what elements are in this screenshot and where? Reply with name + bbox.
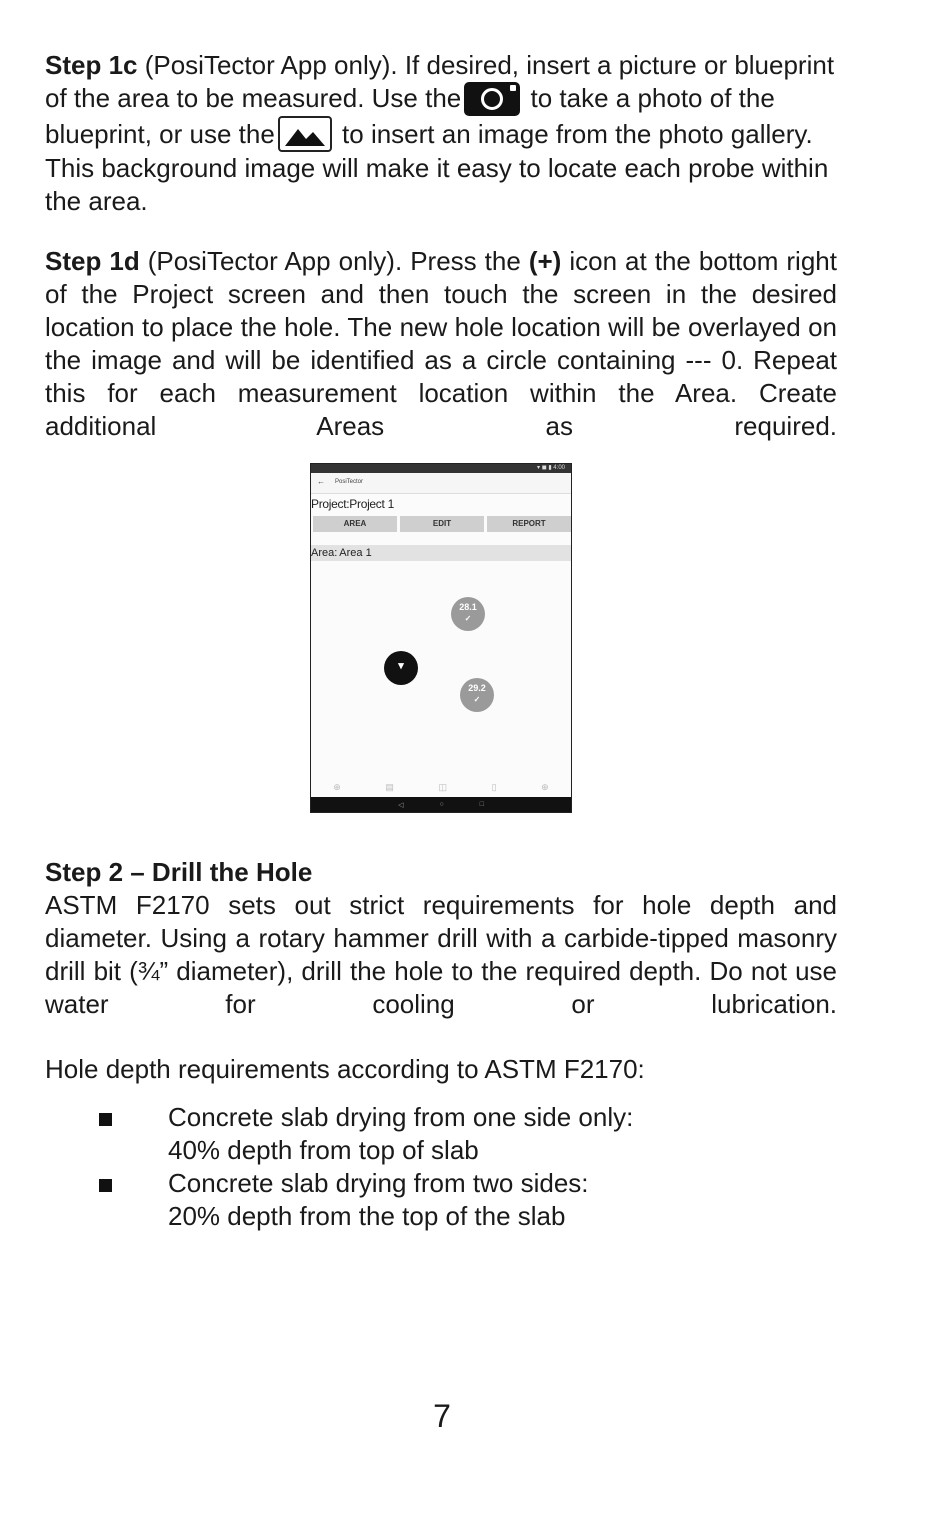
area-label: Area:	[311, 547, 338, 559]
hole-value: 29.2	[468, 683, 486, 693]
android-nav-bar	[311, 797, 571, 812]
toolbar-icon[interactable]: ⊕	[333, 781, 341, 792]
step-1c-paragraph	[45, 49, 837, 218]
square-bullet-icon	[99, 1113, 112, 1126]
bullet-text	[168, 1167, 589, 1233]
square-bullet-icon	[99, 1179, 112, 1192]
status-icons: ▾ ◼ ▮ 4:00	[537, 465, 565, 471]
check-icon: ✓	[464, 614, 472, 623]
step-1c-label: Step 1c	[45, 50, 138, 80]
area-row	[311, 545, 571, 561]
check-icon: ✓	[473, 695, 481, 704]
back-arrow-icon[interactable]: ←	[317, 477, 325, 486]
camera-icon	[464, 82, 520, 116]
toolbar-icon[interactable]: ◫	[438, 781, 448, 792]
bullet-line-2: 40% depth from top of slab	[168, 1135, 479, 1165]
gallery-icon	[278, 116, 332, 152]
step-1d-text-2: icon at the bottom right of the Project screen and then touch the screen in the desired location to place the hole. The new hole location will be overlayed on the image and will be identified as a circle containing --- 0. Repeat this for each measurement location within the Area. Create additional Areas as required.	[45, 246, 837, 441]
step-2-heading-text: Step 2 – Drill the Hole	[45, 857, 313, 887]
app-bar	[311, 473, 571, 494]
area-value: Area 1	[339, 547, 372, 559]
status-bar	[311, 464, 571, 473]
nav-home-icon[interactable]: ○	[439, 801, 444, 808]
app-title: PosiTector	[335, 479, 364, 485]
project-row	[311, 497, 394, 511]
hole-marker-new[interactable]	[384, 651, 418, 685]
tab-report[interactable]: REPORT	[487, 516, 571, 532]
step-1d-paragraph	[45, 245, 837, 476]
bullet-line-2: 20% depth from the top of the slab	[168, 1201, 566, 1231]
hole-value: 28.1	[459, 602, 477, 612]
nav-recents-icon[interactable]: □	[479, 801, 484, 808]
step-2-heading	[45, 856, 837, 889]
toolbar-icon[interactable]: ▯	[491, 781, 497, 792]
bullet-line-1: Concrete slab drying from two sides:	[168, 1168, 589, 1198]
bottom-toolbar	[311, 778, 571, 796]
project-tabs	[313, 516, 571, 532]
step-1d-label: Step 1d	[45, 246, 140, 276]
add-hole-icon[interactable]: ⊕	[541, 781, 549, 792]
app-screenshot	[310, 463, 572, 813]
plus-symbol: (+)	[528, 246, 562, 276]
bullet-text	[168, 1101, 633, 1167]
page-number: 7	[433, 1398, 451, 1434]
nav-back-icon[interactable]: ◁	[398, 801, 404, 809]
tab-edit[interactable]: EDIT	[400, 516, 484, 532]
step-1c-text-1: (PosiTector App only). If desired, insert a picture or blueprint of the area to be measured. Use the	[45, 50, 835, 113]
probe-icon: ▾	[398, 660, 404, 672]
project-label: Project:	[311, 497, 350, 511]
step-1d-text-1: (PosiTector App only). Press the	[139, 246, 529, 276]
depth-requirements-intro: Hole depth requirements according to ASTM F2170:	[45, 1054, 645, 1084]
toolbar-icon[interactable]: ▤	[385, 781, 394, 792]
hole-marker[interactable]	[451, 597, 485, 631]
tab-area[interactable]: AREA	[313, 516, 397, 532]
bullet-line-1: Concrete slab drying from one side only:	[168, 1102, 634, 1132]
project-value: Project 1	[349, 497, 394, 511]
hole-marker[interactable]	[460, 678, 494, 712]
step-1c-text-2: to take a photo of the blueprint, or use the	[45, 83, 775, 149]
step-2-body: ASTM F2170 sets out strict requirements for hole depth and diameter. Using a rotary hammer drill with a carbide-tipped masonry drill bit (¾” diameter), drill the hole to the required depth. Do not use water for cooling or lubrication.	[45, 890, 837, 1019]
step-1c-text-3: to insert an image from the photo gallery. This background image will make it easy to locate each probe within the area.	[45, 119, 829, 216]
